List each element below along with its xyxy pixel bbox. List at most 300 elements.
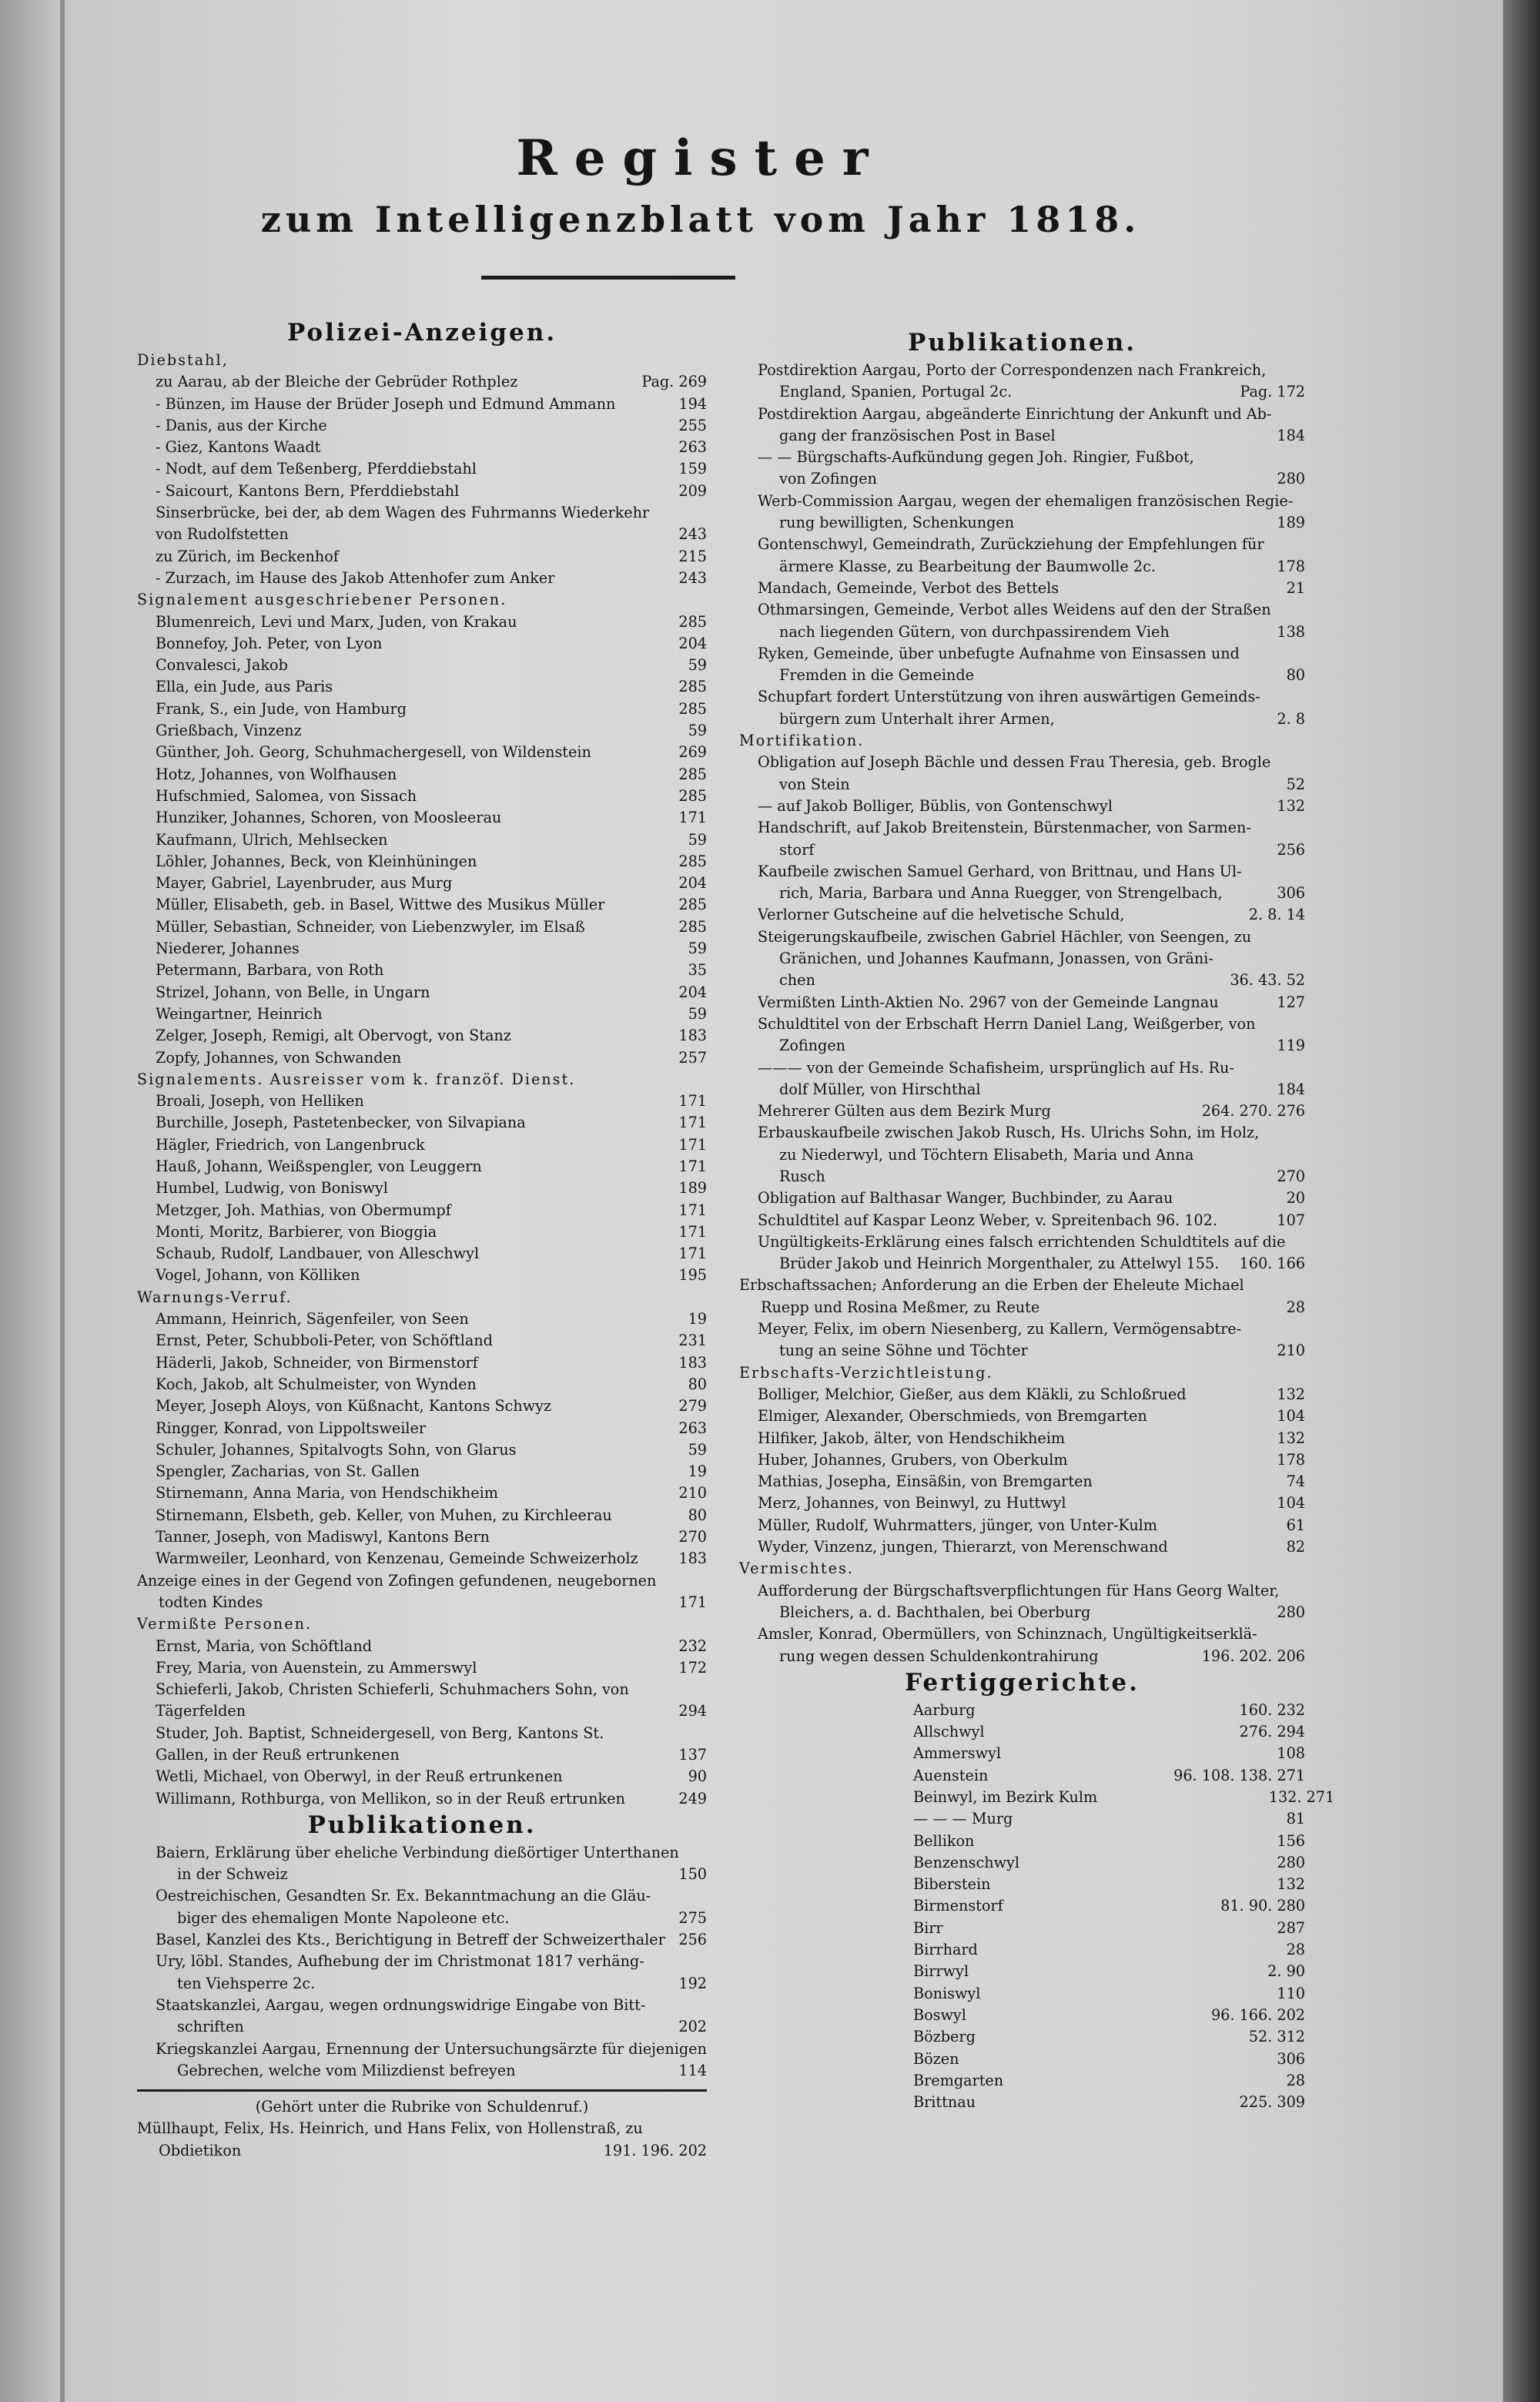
list-publikationen-left	[137, 1842, 707, 2082]
entry-text: Allschwyl	[913, 1723, 985, 1741]
list-diebstahl	[137, 371, 707, 589]
list-item	[137, 1929, 707, 1951]
list-item	[137, 371, 707, 393]
entry-text-cont: tung an seine Söhne und Töchter	[779, 1342, 1028, 1360]
entry-text-cont: Ruepp und Rosina Meßmer, zu Reute	[761, 1298, 1040, 1316]
subheading-signalement: Signalement ausgeschriebener Personen.	[137, 591, 507, 609]
right-column	[739, 327, 1335, 2113]
footnote: (Gehört unter die Rubrike von Schuldenruf.)	[255, 2098, 589, 2116]
entry-text: Mayer, Gabriel, Layenbruder, aus Murg	[156, 874, 453, 893]
entry-text-cont: rich, Maria, Barbara und Anna Ruegger, von Strengelbach,	[779, 884, 1223, 903]
entry-text: Hotz, Johannes, von Wolfhausen	[156, 765, 397, 783]
entry-page: 138	[1277, 622, 1305, 641]
list-item	[739, 1700, 1305, 1721]
subheading-mortifikation: Mortifikation.	[739, 732, 865, 750]
entry-page: 279	[678, 1397, 707, 1415]
entry-text: Vermißten Linth-Aktien No. 2967 von der Gemeinde Langnau	[758, 993, 1219, 1011]
entry-text: Strizel, Johann, von Belle, in Ungarn	[156, 983, 430, 1001]
list-item	[137, 437, 707, 458]
list-item	[137, 982, 707, 1003]
entry-text: Birmenstorf	[913, 1897, 1003, 1915]
entry-text: Merz, Johannes, von Beinwyl, zu Huttwyl	[758, 1494, 1066, 1513]
entry-text: Stirnemann, Elsbeth, geb. Keller, von Muhen, zu Kirchleerau	[156, 1506, 612, 1524]
entry-page: 243	[678, 525, 707, 544]
entry-page: 202	[678, 2018, 707, 2036]
entry-text: Häderli, Jakob, Schneider, von Birmenstorf	[156, 1353, 478, 1372]
list-item	[137, 1636, 707, 1657]
entry-text: Basel, Kanzlei des Kts., Berichtigung in Betreff der Schweizerthaler	[156, 1931, 665, 1949]
entry-page: 2. 90	[1267, 1962, 1305, 1981]
entry-text: Bellikon	[913, 1831, 975, 1850]
list-item	[137, 960, 707, 981]
entry-page: 59	[688, 830, 707, 849]
list-item	[137, 764, 707, 786]
entry-page: 231	[678, 1332, 707, 1350]
list-item	[137, 1221, 707, 1243]
entry-page: 232	[678, 1637, 707, 1655]
section-heading-publikationen-right: Publikationen.	[907, 329, 1137, 357]
entry-text: Birrhard	[913, 1941, 978, 1959]
entry-text: Frank, S., ein Jude, von Hamburg	[156, 699, 407, 718]
entry-page: 215	[678, 547, 707, 565]
entry-text: Postdirektion Aargau, abgeänderte Einrichtung der Ankunft und Ab-	[758, 404, 1272, 423]
entry-text: Wyder, Vinzenz, jungen, Thierarzt, von Merenschwand	[758, 1538, 1168, 1556]
entry-text: Ammann, Heinrich, Sägenfeiler, von Seen	[156, 1310, 469, 1328]
list-warnung	[137, 1308, 707, 1570]
list-item	[137, 568, 707, 589]
entry-text: Kaufbeile zwischen Samuel Gerhard, von Brittnau, und Hans Ul-	[758, 862, 1242, 880]
entry-page: 104	[1277, 1407, 1305, 1425]
entry-page: 20	[1286, 1189, 1305, 1208]
entry-page: 209	[678, 481, 707, 500]
entry-text: Grießbach, Vinzenz	[156, 722, 302, 740]
subheading-diebstahl: Diebstahl,	[137, 351, 229, 369]
list-item	[739, 1449, 1305, 1471]
entry-page: 183	[678, 1353, 707, 1372]
entry-text-cont: England, Spanien, Portugal 2c.	[779, 383, 1013, 401]
entry-text: ——— von der Gemeinde Schafisheim, ursprünglich auf Hs. Ru-	[758, 1058, 1234, 1077]
entry-text: Steigerungskaufbeile, zwischen Gabriel Hächler, von Seengen, zu	[758, 927, 1252, 946]
entry-page: 285	[678, 765, 707, 783]
subheading-warnung: Warnungs-Verruf.	[137, 1288, 293, 1306]
list-item	[739, 360, 1305, 404]
entry-page: 171	[678, 1092, 707, 1111]
entry-page: 59	[688, 940, 707, 958]
list-item	[739, 2070, 1305, 2092]
entry-text: Spengler, Zacharias, von St. Gallen	[156, 1462, 420, 1481]
entry-page: 108	[1277, 1744, 1305, 1763]
list-item	[137, 1482, 707, 1504]
list-item	[137, 1047, 707, 1069]
entry-page: 306	[1277, 2049, 1305, 2068]
list-item	[137, 1744, 707, 1766]
list-item	[137, 1025, 707, 1047]
entry-text: Convalesci, Jakob	[156, 656, 288, 675]
entry-page: 119	[1277, 1037, 1305, 1055]
entry-page: Pag. 269	[641, 373, 707, 391]
list-item	[137, 829, 707, 851]
entry-page: 59	[688, 1440, 707, 1459]
list-item	[739, 1808, 1305, 1830]
entry-text: Burchille, Joseph, Pastetenbecker, von Silvapiana	[156, 1114, 526, 1132]
entry-text: Schupfart fordert Unterstützung von ihren auswärtigen Gemeinds-	[758, 688, 1260, 706]
list-item	[137, 1951, 707, 1995]
entry-text: Boniswyl	[913, 1984, 981, 2002]
list-item	[739, 1515, 1305, 1536]
list-item	[137, 458, 707, 480]
entry-text-cont: Brüder Jakob und Heinrich Morgenthaler, zu Attelwyl 155.	[779, 1255, 1220, 1273]
entry-text: Mehrerer Gülten aus dem Bezirk Murg	[758, 1102, 1051, 1121]
entry-page: 189	[678, 1179, 707, 1198]
list-vermischtes	[739, 1580, 1305, 1667]
entry-page: 270	[678, 1528, 707, 1546]
entry-page: 285	[678, 612, 707, 631]
list-item	[137, 1243, 707, 1265]
entry-page: 171	[678, 1593, 707, 1611]
list-item	[137, 394, 707, 415]
entry-page: 171	[678, 1114, 707, 1132]
entry-page: 256	[1277, 840, 1305, 859]
entry-page: 204	[678, 634, 707, 652]
entry-text: Huber, Johannes, Grubers, von Oberkulm	[758, 1450, 1068, 1469]
entry-text: - Nodt, auf dem Teßenberg, Pferddiebstahl	[156, 460, 477, 478]
entry-text: Ury, löbl. Standes, Aufhebung der im Christmonat 1817 verhäng-	[156, 1952, 644, 1971]
entry-text-cont: Gebrechen, welche vom Milizdienst befreyen	[177, 2061, 516, 2079]
list-item	[739, 1939, 1305, 1961]
list-item	[739, 1428, 1305, 1449]
entry-text: Ryken, Gemeinde, über unbefugte Aufnahme von Einsassen und	[758, 644, 1240, 662]
entry-text: Ringger, Konrad, von Lippoltsweiler	[156, 1419, 427, 1437]
entry-text: Monti, Moritz, Barbierer, von Bioggia	[156, 1222, 437, 1241]
entry-text: Schuldtitel von der Erbschaft Herrn Daniel Lang, Weißgerber, von	[758, 1014, 1256, 1033]
list-item	[137, 1842, 707, 1886]
entry-page: 171	[678, 809, 707, 827]
entry-text: Othmarsingen, Gemeinde, Verbot alles Weidens auf den der Straßen	[758, 601, 1271, 619]
entry-page: 110	[1277, 1984, 1305, 2002]
entry-page: 36. 43. 52	[1230, 971, 1305, 990]
entry-text: Gallen, in der Reuß ertrunkenen	[156, 1746, 400, 1764]
entry-text: Zelger, Joseph, Remigi, alt Obervogt, von Stanz	[156, 1027, 511, 1045]
entry-page: 19	[688, 1310, 707, 1328]
entry-page: 171	[678, 1245, 707, 1263]
entry-page: 243	[678, 568, 707, 587]
entry-text-cont: bürgern zum Unterhalt ihrer Armen,	[779, 709, 1055, 728]
entry-page: 81	[1286, 1810, 1305, 1828]
entry-page: 210	[678, 1484, 707, 1503]
entry-text: Oestreichischen, Gesandten Sr. Ex. Bekanntmachung an die Gläu-	[156, 1887, 651, 1905]
list-item	[137, 807, 707, 829]
entry-text: Ella, ein Jude, aus Paris	[156, 678, 333, 696]
entry-page: 137	[678, 1746, 707, 1764]
entry-text: zu Aarau, ab der Bleiche der Gebrüder Rothplez	[156, 373, 518, 391]
entry-page: 263	[678, 1419, 707, 1437]
entry-page: 156	[1277, 1831, 1305, 1850]
entry-text: Schieferli, Jakob, Christen Schieferli, Schuhmachers Sohn, von	[156, 1680, 629, 1699]
list-vermisste	[137, 1636, 707, 1810]
entry-text: Beinwyl, im Bezirk Kulm	[913, 1788, 1098, 1806]
entry-page: 294	[678, 1702, 707, 1720]
entry-text-cont: Fremden in die Gemeinde	[779, 666, 974, 685]
entry-text: Elmiger, Alexander, Oberschmieds, von Bremgarten	[758, 1407, 1147, 1425]
entry-page: 59	[688, 722, 707, 740]
entry-page: 59	[688, 656, 707, 675]
entry-text: Biberstein	[913, 1875, 991, 1894]
list-item	[739, 1765, 1305, 1787]
entry-page: 61	[1286, 1516, 1305, 1534]
list-item	[137, 1418, 707, 1439]
list-item	[137, 1995, 707, 2039]
subheading-vermisste: Vermißte Personen.	[137, 1615, 313, 1633]
anzeige-entry	[137, 1570, 707, 1614]
list-item	[137, 1308, 707, 1330]
list-item	[739, 599, 1305, 643]
entry-text: Auenstein	[913, 1766, 989, 1784]
entry-text: Blumenreich, Levi und Marx, Juden, von Krakau	[156, 612, 517, 631]
entry-page: 82	[1286, 1538, 1305, 1556]
entry-text: Meyer, Felix, im obern Niesenberg, zu Kallern, Vermögensabtre-	[758, 1320, 1242, 1338]
entry-page: 114	[678, 2061, 707, 2079]
entry-text: Brittnau	[913, 2093, 976, 2112]
entry-page: 184	[1277, 1080, 1305, 1098]
list-item	[137, 1156, 707, 1178]
entry-text: Koch, Jakob, alt Schulmeister, von Wynden	[156, 1375, 477, 1393]
list-item	[739, 686, 1305, 730]
entry-text: Willimann, Rothburga, von Mellikon, so in der Reuß ertrunken	[156, 1789, 625, 1807]
entry-page: 264. 270. 276	[1201, 1102, 1305, 1121]
entry-page: 19	[688, 1462, 707, 1481]
entry-text: Ungültigkeits-Erklärung eines falsch errichtenden Schuldtitels auf die	[758, 1232, 1286, 1251]
entry-text-cont: nach liegenden Gütern, von durchpassirendem Vieh	[779, 622, 1170, 641]
entry-text: Amsler, Konrad, Obermüllers, von Schinznach, Ungültigkeitserklä-	[758, 1625, 1257, 1643]
list-mortifikation	[739, 752, 1305, 1275]
entry-page: 160. 232	[1239, 1700, 1305, 1719]
entry-text: Mandach, Gemeinde, Verbot des Bettels	[758, 578, 1060, 597]
list-item	[739, 1013, 1305, 1057]
entry-text-cont: von Stein	[779, 775, 850, 793]
entry-text-cont: in der Schweiz	[177, 1865, 288, 1884]
erbschaft2-entry	[739, 1318, 1305, 1362]
entry-text: Aarburg	[913, 1700, 976, 1719]
entry-page: 81. 90. 280	[1220, 1897, 1305, 1915]
entry-text-cont: zu Niederwyl, und Töchtern Elisabeth, Maria und Anna Rusch	[779, 1145, 1194, 1185]
list-item	[739, 1721, 1305, 1743]
entry-text: Obligation auf Joseph Bächle und dessen Frau Theresia, geb. Brogle	[758, 753, 1271, 772]
left-column	[137, 317, 707, 2162]
entry-page: Pag. 172	[1240, 383, 1305, 401]
entry-page: 80	[1286, 666, 1305, 685]
list-signalement	[137, 611, 707, 1069]
entry-page: 172	[678, 1658, 707, 1677]
entry-text-cont: ärmere Klasse, zu Bearbeitung der Baumwolle 2c.	[779, 557, 1156, 575]
entry-text: Baiern, Erklärung über eheliche Verbindung dießörtiger Unterthanen	[156, 1843, 679, 1861]
entry-text-cont: von Zofingen	[779, 470, 877, 488]
entry-page: 96. 166. 202	[1210, 2005, 1305, 2024]
list-item	[739, 404, 1305, 447]
entry-page: 150	[678, 1865, 707, 1884]
entry-page: 285	[678, 896, 707, 914]
entry-text: Humbel, Ludwig, von Boniswyl	[156, 1179, 388, 1198]
entry-text: Bonnefoy, Joh. Peter, von Lyon	[156, 634, 383, 652]
entry-text: Müllhaupt, Felix, Hs. Heinrich, und Hans Felix, von Hollenstraß, zu	[137, 2119, 643, 2138]
list-item	[739, 1918, 1305, 1939]
list-item	[137, 873, 707, 894]
entry-page: 2. 8	[1277, 709, 1305, 728]
entry-page: 256	[678, 1931, 707, 1949]
entry-text: Bözberg	[913, 2028, 976, 2046]
entry-text: Schuler, Johannes, Spitalvogts Sohn, von Glarus	[156, 1440, 517, 1459]
entry-text: Staatskanzlei, Aargau, wegen ordnungswidrige Eingabe von Bitt-	[156, 1995, 646, 2014]
list-item	[137, 1134, 707, 1156]
list-item	[137, 1723, 707, 1744]
entry-page: 2. 8. 14	[1248, 906, 1305, 924]
entry-page: 132	[1277, 1429, 1305, 1447]
list-verzicht	[739, 1384, 1305, 1558]
entry-page: 276. 294	[1239, 1723, 1305, 1741]
entry-page: 270	[1277, 1167, 1305, 1185]
entry-text-cont: Zofingen	[779, 1037, 846, 1055]
list-item	[739, 1210, 1305, 1231]
list-item	[739, 1743, 1305, 1764]
entry-text-cont: dolf Müller, von Hirschthal	[779, 1080, 981, 1098]
entry-text: Kriegskanzlei Aargau, Ernennung der Untersuchungsärzte für diejenigen	[156, 2039, 707, 2058]
section-heading-polizei: Polizei-Anzeigen.	[286, 319, 557, 347]
list-item	[739, 2026, 1305, 2048]
list-item	[739, 491, 1305, 534]
entry-page: 28	[1286, 2071, 1305, 2089]
list-item	[739, 926, 1305, 992]
entry-page: 192	[678, 1974, 707, 1992]
entry-text: Hufschmied, Salomea, von Sissach	[156, 786, 417, 805]
entry-page: 160. 166	[1239, 1255, 1305, 1273]
list-item	[137, 916, 707, 938]
subheading-ausreisser: Signalements. Ausreisser vom k. franzöf. Dienst.	[137, 1070, 576, 1088]
entry-text: Bözen	[913, 2049, 959, 2068]
list-item	[739, 1874, 1305, 1895]
entry-page: 80	[688, 1506, 707, 1524]
entry-text: Birrwyl	[913, 1962, 969, 1981]
list-item	[137, 720, 707, 742]
list-item	[739, 1831, 1305, 1852]
section-heading-fertiggerichte: Fertiggerichte.	[905, 1668, 1140, 1697]
page-title: Register	[516, 129, 886, 187]
entry-page: 280	[1277, 1853, 1305, 1871]
entry-page: 306	[1277, 884, 1305, 903]
entry-text: Mathias, Josepha, Einsäßin, von Bremgarten	[758, 1472, 1093, 1491]
subheading-verzicht: Erbschafts-Verzichtleistung.	[739, 1363, 993, 1382]
entry-page: 74	[1286, 1472, 1305, 1491]
entry-text: Obligation auf Balthasar Wanger, Buchbinder, zu Aarau	[758, 1189, 1173, 1208]
entry-page: 184	[1277, 426, 1305, 444]
list-item	[137, 698, 707, 720]
entry-text: Ammerswyl	[913, 1744, 1002, 1763]
list-item	[137, 481, 707, 502]
list-item	[137, 851, 707, 873]
list-item	[137, 1788, 707, 1810]
list-item	[137, 655, 707, 676]
list-item	[739, 1983, 1305, 2005]
entry-page: 90	[688, 1767, 707, 1786]
entry-text: Sinserbrücke, bei der, ab dem Wagen des Fuhrmanns Wiederkehr	[156, 504, 650, 522]
entry-page: 104	[1277, 1494, 1305, 1513]
entry-page: 183	[678, 1027, 707, 1045]
entry-page: 171	[678, 1222, 707, 1241]
entry-text: Schuldtitel auf Kaspar Leonz Weber, v. Spreitenbach 96. 102.	[758, 1211, 1217, 1229]
entry-text: Zopfy, Johannes, von Schwanden	[156, 1048, 402, 1067]
entry-text: — — — Murg	[913, 1810, 1013, 1828]
list-item	[137, 1657, 707, 1679]
entry-text: Wetli, Michael, von Oberwyl, in der Reuß ertrunkenen	[156, 1767, 563, 1786]
list-item	[739, 1580, 1305, 1624]
list-item	[739, 2049, 1305, 2070]
list-item	[137, 1548, 707, 1570]
entry-page: 159	[678, 460, 707, 478]
list-item	[137, 2039, 707, 2082]
entry-page: 171	[678, 1157, 707, 1175]
list-item	[137, 524, 707, 545]
list-item	[137, 1700, 707, 1722]
entry-text-cont: rung wegen dessen Schuldenkontrahirung	[779, 1647, 1099, 1665]
entry-text: — — Bürgschafts-Aufkündung gegen Joh. Ringier, Fußbot,	[758, 448, 1194, 467]
list-item	[137, 676, 707, 698]
list-item	[137, 415, 707, 437]
entry-text: Erbauskaufbeile zwischen Jakob Rusch, Hs. Ulrichs Sohn, im Holz,	[758, 1124, 1260, 1142]
entry-page: 189	[1277, 514, 1305, 532]
entry-text: - Saicourt, Kantons Bern, Pferddiebstahl	[156, 481, 460, 500]
list-item	[739, 752, 1305, 796]
entry-page: 255	[678, 416, 707, 434]
list-item	[137, 1090, 707, 1112]
entry-text-cont: todten Kindes	[159, 1593, 263, 1611]
list-item	[739, 447, 1305, 491]
entry-text: Frey, Maria, von Auenstein, zu Ammerswyl	[156, 1658, 477, 1677]
list-item	[137, 894, 707, 916]
entry-page: 287	[1277, 1918, 1305, 1937]
entry-page: 132	[1277, 1385, 1305, 1403]
list-item	[739, 2005, 1305, 2026]
entry-text: Müller, Elisabeth, geb. in Basel, Wittwe des Musikus Müller	[156, 896, 605, 914]
entry-text: Hauß, Johann, Weißspengler, von Leuggern	[156, 1157, 482, 1175]
list-item	[739, 1536, 1305, 1558]
list-item	[739, 904, 1305, 926]
list-item	[739, 1492, 1305, 1514]
entry-text: Boswyl	[913, 2005, 966, 2024]
entry-text: Ernst, Maria, von Schöftland	[156, 1637, 373, 1655]
entry-page: 107	[1277, 1211, 1305, 1229]
entry-page: 257	[678, 1048, 707, 1067]
subheading-vermischtes: Vermischtes.	[739, 1559, 854, 1578]
entry-text: zu Zürich, im Beckenhof	[156, 547, 339, 565]
list-item	[137, 1885, 707, 1929]
entry-text: Werb-Commission Aargau, wegen der ehemaligen französischen Regie-	[758, 491, 1294, 510]
entry-page: 132	[1277, 1875, 1305, 1894]
entry-text: Erbschaftssachen; Anforderung an die Erben der Eheleute Michael	[739, 1276, 1244, 1295]
entry-text: Bremgarten	[913, 2071, 1004, 2089]
entry-text: — auf Jakob Bolliger, Büblis, von Gontenschwyl	[758, 796, 1113, 815]
entry-text: Handschrift, auf Jakob Breitenstein, Bürstenmacher, von Sarmen-	[758, 819, 1251, 837]
entry-text: Löhler, Johannes, Beck, von Kleinhüningen	[156, 852, 477, 870]
list-item	[137, 1461, 707, 1482]
entry-text: - Giez, Kantons Waadt	[156, 438, 321, 457]
list-item	[137, 1526, 707, 1548]
entry-text: Tägerfelden	[156, 1702, 246, 1720]
entry-page: 280	[1277, 1603, 1305, 1621]
entry-text-cont: biger des ehemaligen Monte Napoleone etc.	[177, 1908, 510, 1927]
entry-text: Warmweiler, Leonhard, von Kenzenau, Gemeinde Schweizerholz	[156, 1549, 638, 1568]
entry-text-cont: storf	[779, 840, 815, 859]
entry-page: 280	[1277, 470, 1305, 488]
entry-page: 285	[678, 699, 707, 718]
entry-text: - Bünzen, im Hause der Brüder Joseph und Edmund Ammann	[156, 394, 616, 413]
